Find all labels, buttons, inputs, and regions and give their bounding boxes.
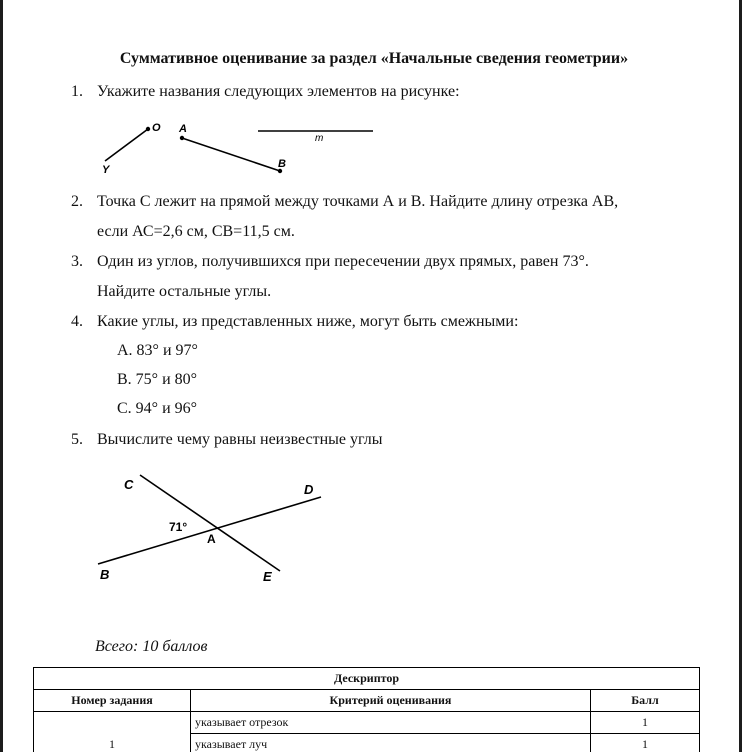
ray-oy bbox=[105, 129, 148, 161]
table-row bbox=[34, 712, 700, 734]
label-y: Y bbox=[102, 164, 110, 176]
table-header: Дескриптор bbox=[34, 668, 700, 690]
option-b: B. 75° и 80° bbox=[117, 371, 198, 388]
question-number: 2. bbox=[71, 193, 83, 210]
question-text: Вычислите чему равны неизвестные углы bbox=[97, 431, 383, 448]
question-3-continuation: Найдите остальные углы. bbox=[97, 283, 272, 300]
question-number: 3. bbox=[71, 253, 83, 270]
question-3 bbox=[71, 253, 589, 271]
question-text: Укажите названия следующих элементов на рисунке: bbox=[97, 83, 460, 100]
label-a: A bbox=[207, 532, 216, 546]
question-text: Точка С лежит на прямой между точками А и В. Найдите длину отрезка АВ, bbox=[97, 193, 619, 210]
cell-score: 1 bbox=[591, 712, 700, 734]
cell-task bbox=[34, 712, 191, 734]
line-ce bbox=[140, 475, 280, 571]
column-header-criterion: Критерий оценивания bbox=[191, 690, 591, 712]
question-text: Какие углы, из представленных ниже, могут быть смежными: bbox=[97, 313, 519, 330]
worksheet-page bbox=[3, 0, 739, 752]
cell-score: 1 bbox=[591, 734, 700, 752]
label-c: C bbox=[124, 477, 134, 492]
column-header-score: Балл bbox=[591, 690, 700, 712]
cell-task: 1 bbox=[34, 734, 191, 752]
cell-criterion: указывает отрезок bbox=[191, 712, 591, 734]
label-a: A bbox=[179, 123, 187, 135]
segment-ab bbox=[182, 138, 280, 171]
figure-2 bbox=[3, 460, 403, 595]
column-header-task: Номер задания bbox=[34, 690, 191, 712]
question-1 bbox=[71, 83, 460, 101]
point-a bbox=[180, 136, 184, 140]
label-b: B bbox=[100, 567, 110, 582]
descriptor-table bbox=[33, 667, 700, 752]
total-points: Всего: 10 баллов bbox=[95, 638, 208, 655]
label-m: m bbox=[315, 133, 324, 144]
option-c: C. 94° и 96° bbox=[117, 400, 198, 417]
question-4 bbox=[71, 313, 518, 331]
line-bd bbox=[98, 497, 321, 564]
question-number: 1. bbox=[71, 83, 83, 100]
angle-label: 71° bbox=[169, 520, 188, 534]
question-number: 4. bbox=[71, 313, 83, 330]
cell-criterion: указывает луч bbox=[191, 734, 591, 752]
page-title: Суммативное оценивание за раздел «Начальные сведения геометрии» bbox=[119, 50, 629, 67]
figure-1 bbox=[3, 115, 403, 180]
label-d: D bbox=[304, 482, 314, 497]
question-2-continuation: если АС=2,6 см, СВ=11,5 см. bbox=[97, 223, 295, 240]
question-5 bbox=[71, 431, 383, 449]
label-e: E bbox=[263, 569, 272, 584]
label-o: O bbox=[152, 122, 161, 134]
label-b: B bbox=[278, 158, 286, 170]
question-text: Один из углов, получившихся при пересечении двух прямых, равен 73°. bbox=[97, 253, 589, 270]
question-2 bbox=[71, 193, 618, 211]
question-number: 5. bbox=[71, 431, 83, 448]
table-row bbox=[34, 734, 700, 752]
point-o bbox=[146, 127, 150, 131]
option-a: A. 83° и 97° bbox=[117, 342, 198, 359]
